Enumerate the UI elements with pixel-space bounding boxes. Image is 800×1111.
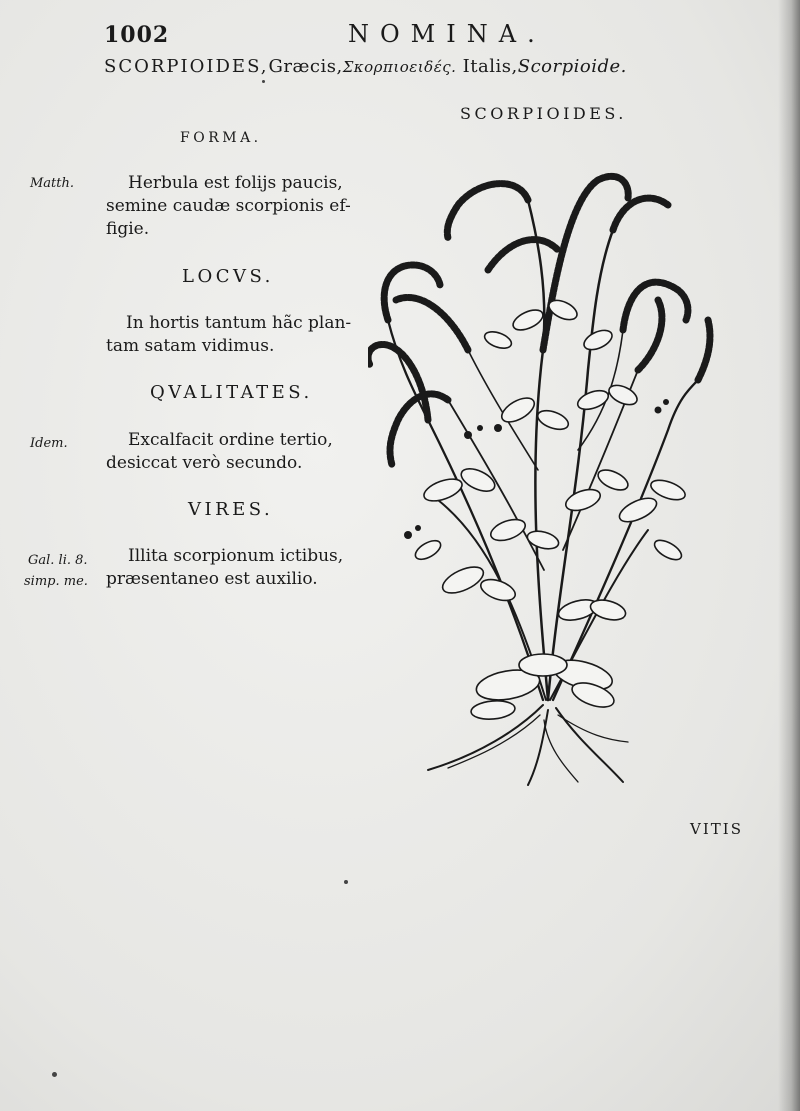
- vires-line-1: Illita scorpionum ictibus,: [128, 546, 344, 566]
- margin-note-vires-2: simp. me.: [24, 574, 88, 589]
- ink-speck: [52, 1072, 57, 1077]
- vires-line-2: præsentaneo est auxilio.: [106, 569, 318, 589]
- forma-line-1: Herbula est folijs paucis,: [128, 173, 343, 193]
- italis-label: Italis,: [462, 56, 518, 77]
- ink-speck: [344, 880, 348, 884]
- synonyms-line: [104, 56, 627, 77]
- page-edge-shadow: [778, 0, 800, 1111]
- qualitates-line-1: Excalfacit ordine tertio,: [128, 430, 333, 450]
- greek-name: Σκορπιοειδές.: [342, 58, 457, 76]
- section-heading-forma: FORMA.: [180, 130, 262, 146]
- latin-name: SCORPIOIDES,: [104, 56, 269, 77]
- page-number: 1002: [104, 22, 170, 48]
- locus-line-1: In hortis tantum hãc plan-: [126, 313, 352, 333]
- section-heading-vires: VIRES.: [188, 499, 274, 520]
- qualitates-line-2: desiccat verò secundo.: [106, 453, 303, 473]
- plant-woodcut-illustration: [368, 170, 728, 795]
- graecis-label: Græcis,: [268, 56, 343, 77]
- plant-caption: SCORPIOIDES.: [460, 104, 627, 123]
- forma-line-2: semine caudæ scorpionis ef-: [106, 196, 351, 216]
- catchword: VITIS: [690, 820, 743, 838]
- ink-speck: [262, 80, 265, 83]
- section-heading-qualitates: QVALITATES.: [150, 382, 313, 403]
- margin-note-qualitates: Idem.: [30, 436, 68, 451]
- running-title: NOMINA.: [348, 20, 546, 48]
- section-heading-locus: LOCVS.: [182, 266, 274, 287]
- forma-line-3: figie.: [106, 219, 150, 239]
- margin-note-vires-1: Gal. li. 8.: [28, 553, 88, 568]
- margin-note-forma: Matth.: [30, 176, 75, 191]
- italian-name: Scorpioide.: [517, 56, 627, 77]
- locus-line-2: tam satam vidimus.: [106, 336, 275, 356]
